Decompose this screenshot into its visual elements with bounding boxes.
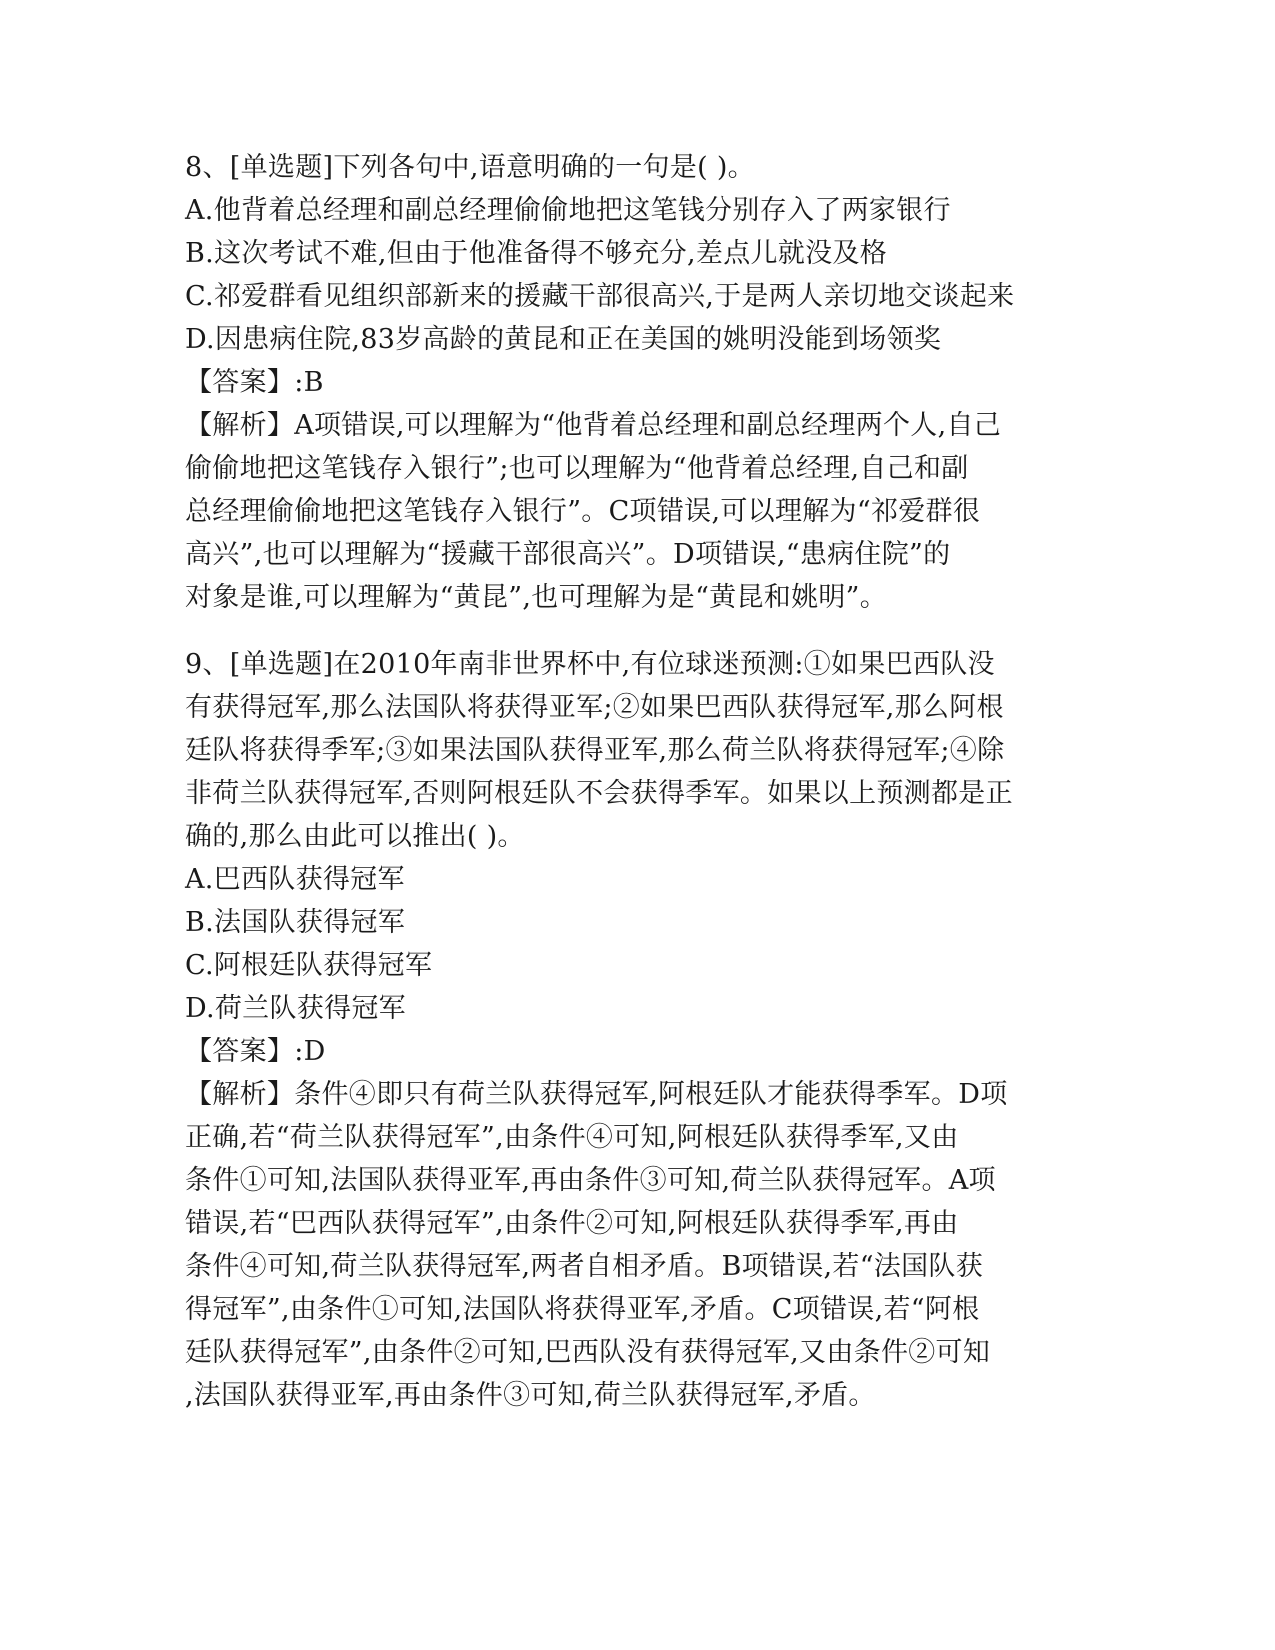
question-9-stem-line: 非荷兰队获得冠军,否则阿根廷队不会获得季军。如果以上预测都是正 [185, 778, 1013, 809]
question-9-analysis-line: 条件④可知,荷兰队获得冠军,两者自相矛盾。B项错误,若“法国队获 [185, 1251, 983, 1282]
question-9-analysis-line: 正确,若“荷兰队获得冠军”,由条件④可知,阿根廷队获得季军,又由 [185, 1122, 959, 1153]
question-8 [185, 146, 1085, 619]
question-9-option-d: D.荷兰队获得冠军 [185, 993, 406, 1024]
question-8-analysis-line: 总经理偷偷地把这笔钱存入银行”。C项错误,可以理解为“祁爱群很 [185, 496, 981, 527]
question-8-option-b: B.这次考试不难,但由于他准备得不够充分,差点儿就没及格 [185, 238, 887, 269]
question-8-analysis-line: 偷偷地把这笔钱存入银行”;也可以理解为“他背着总经理,自己和副 [185, 453, 969, 484]
question-9-answer: 【答案】:D [185, 1036, 326, 1067]
question-9-stem-line: 确的,那么由此可以推出( )。 [185, 821, 525, 852]
question-9-stem-line: 廷队将获得季军;③如果法国队获得亚军,那么荷兰队将获得冠军;④除 [185, 735, 1005, 766]
question-9-analysis-line: 条件①可知,法国队获得亚军,再由条件③可知,荷兰队获得冠军。A项 [185, 1165, 996, 1196]
question-9-analysis-line: 廷队获得冠军”,由条件②可知,巴西队没有获得冠军,又由条件②可知 [185, 1337, 991, 1368]
question-9-analysis-line: ,法国队获得亚军,再由条件③可知,荷兰队获得冠军,矛盾。 [185, 1380, 876, 1411]
question-9-analysis-line: 得冠军”,由条件①可知,法国队将获得亚军,矛盾。C项错误,若“阿根 [185, 1294, 980, 1325]
question-8-option-d: D.因患病住院,83岁高龄的黄昆和正在美国的姚明没能到场领奖 [185, 324, 942, 355]
question-8-stem: 8、[单选题]下列各句中,语意明确的一句是( )。 [185, 152, 755, 183]
document-page [185, 146, 1085, 1417]
question-8-answer: 【答案】:B [185, 367, 324, 398]
question-9-option-b: B.法国队获得冠军 [185, 907, 406, 938]
question-9-option-a: A.巴西队获得冠军 [185, 864, 405, 895]
question-8-option-c: C.祁爱群看见组织部新来的援藏干部很高兴,于是两人亲切地交谈起来 [185, 281, 1015, 312]
question-8-analysis-line: 【解析】A项错误,可以理解为“他背着总经理和副总经理两个人,自己 [185, 410, 1002, 441]
question-8-analysis-line: 对象是谁,可以理解为“黄昆”,也可理解为是“黄昆和姚明”。 [185, 582, 888, 613]
question-9-analysis-line: 错误,若“巴西队获得冠军”,由条件②可知,阿根廷队获得季军,再由 [185, 1208, 959, 1239]
question-9-stem-line: 9、[单选题]在2010年南非世界杯中,有位球迷预测:①如果巴西队没 [185, 649, 995, 680]
question-8-analysis-line: 高兴”,也可以理解为“援藏干部很高兴”。D项错误,“患病住院”的 [185, 539, 951, 570]
question-9 [185, 643, 1085, 1417]
question-9-stem-line: 有获得冠军,那么法国队将获得亚军;②如果巴西队获得冠军,那么阿根 [185, 692, 1004, 723]
question-8-option-a: A.他背着总经理和副总经理偷偷地把这笔钱分别存入了两家银行 [185, 195, 951, 226]
question-9-option-c: C.阿根廷队获得冠军 [185, 950, 433, 981]
question-9-analysis-line: 【解析】条件④即只有荷兰队获得冠军,阿根廷队才能获得季军。D项 [185, 1079, 1008, 1110]
